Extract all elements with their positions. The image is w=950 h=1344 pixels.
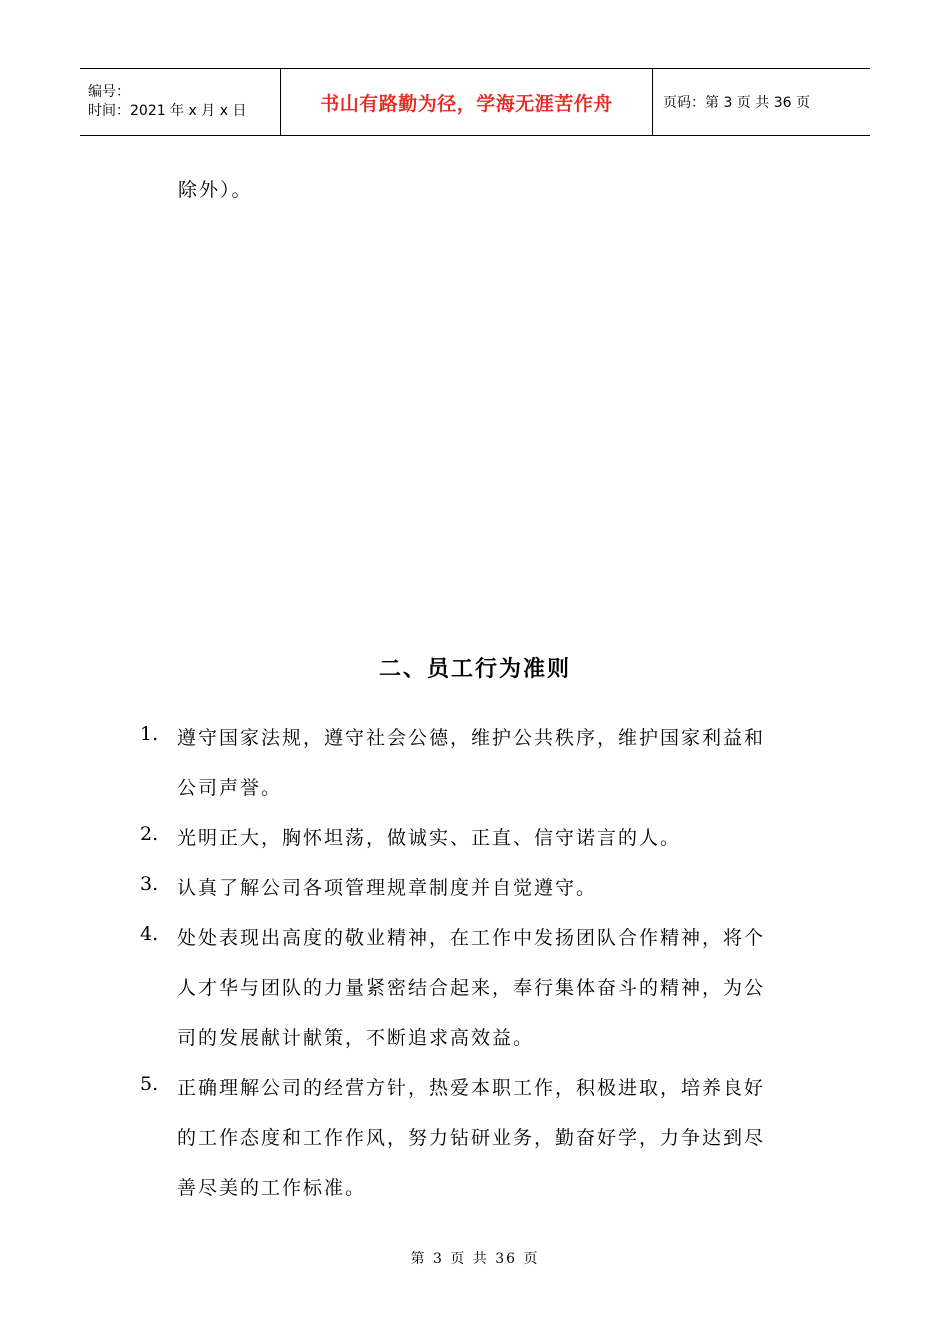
list-item-text: 善尽美的工作标准。 <box>177 1177 367 1199</box>
list-item-text: 的工作态度和工作作风，努力钻研业务，勤奋好学，力争达到尽 <box>177 1127 766 1149</box>
list-item-number: 2. <box>140 823 159 845</box>
list-item-text: 正确理解公司的经营方针，热爱本职工作，积极进取，培养良好 <box>177 1077 766 1099</box>
header-motto: 书山有路勤为径，学海无涯苦作舟 <box>281 69 653 135</box>
page-header <box>80 68 870 136</box>
continuation-text: 除外）。 <box>178 179 253 201</box>
header-page-info: 页码：第 3 页 共 36 页 <box>663 95 810 111</box>
list-item-text: 司的发展献计献策，不断追求高效益。 <box>177 1027 535 1049</box>
list-item-text: 认真了解公司各项管理规章制度并自觉遵守。 <box>177 877 598 899</box>
document-number-label: 编号： <box>88 84 130 100</box>
list-item-number: 1. <box>140 723 159 745</box>
header-meta <box>80 69 281 135</box>
list-item-number: 4. <box>140 923 159 945</box>
list-item-text: 公司声誉。 <box>177 777 283 799</box>
list-item-text: 遵守国家法规，遵守社会公德，维护公共秩序，维护国家利益和 <box>177 727 766 749</box>
list-item-text: 光明正大，胸怀坦荡，做诚实、正直、信守诺言的人。 <box>177 827 682 849</box>
list-item-number: 5. <box>140 1073 159 1095</box>
document-time-label: 时间：2021 年 x 月 x 日 <box>88 103 247 119</box>
list-item-text: 人才华与团队的力量紧密结合起来，奉行集体奋斗的精神，为公 <box>177 977 766 999</box>
list-item-text: 处处表现出高度的敬业精神，在工作中发扬团队合作精神，将个 <box>177 927 766 949</box>
list-item-number: 3. <box>140 873 159 895</box>
page-footer: 第 3 页 共 36 页 <box>410 1251 540 1267</box>
section-title: 二、员工行为准则 <box>378 657 571 682</box>
